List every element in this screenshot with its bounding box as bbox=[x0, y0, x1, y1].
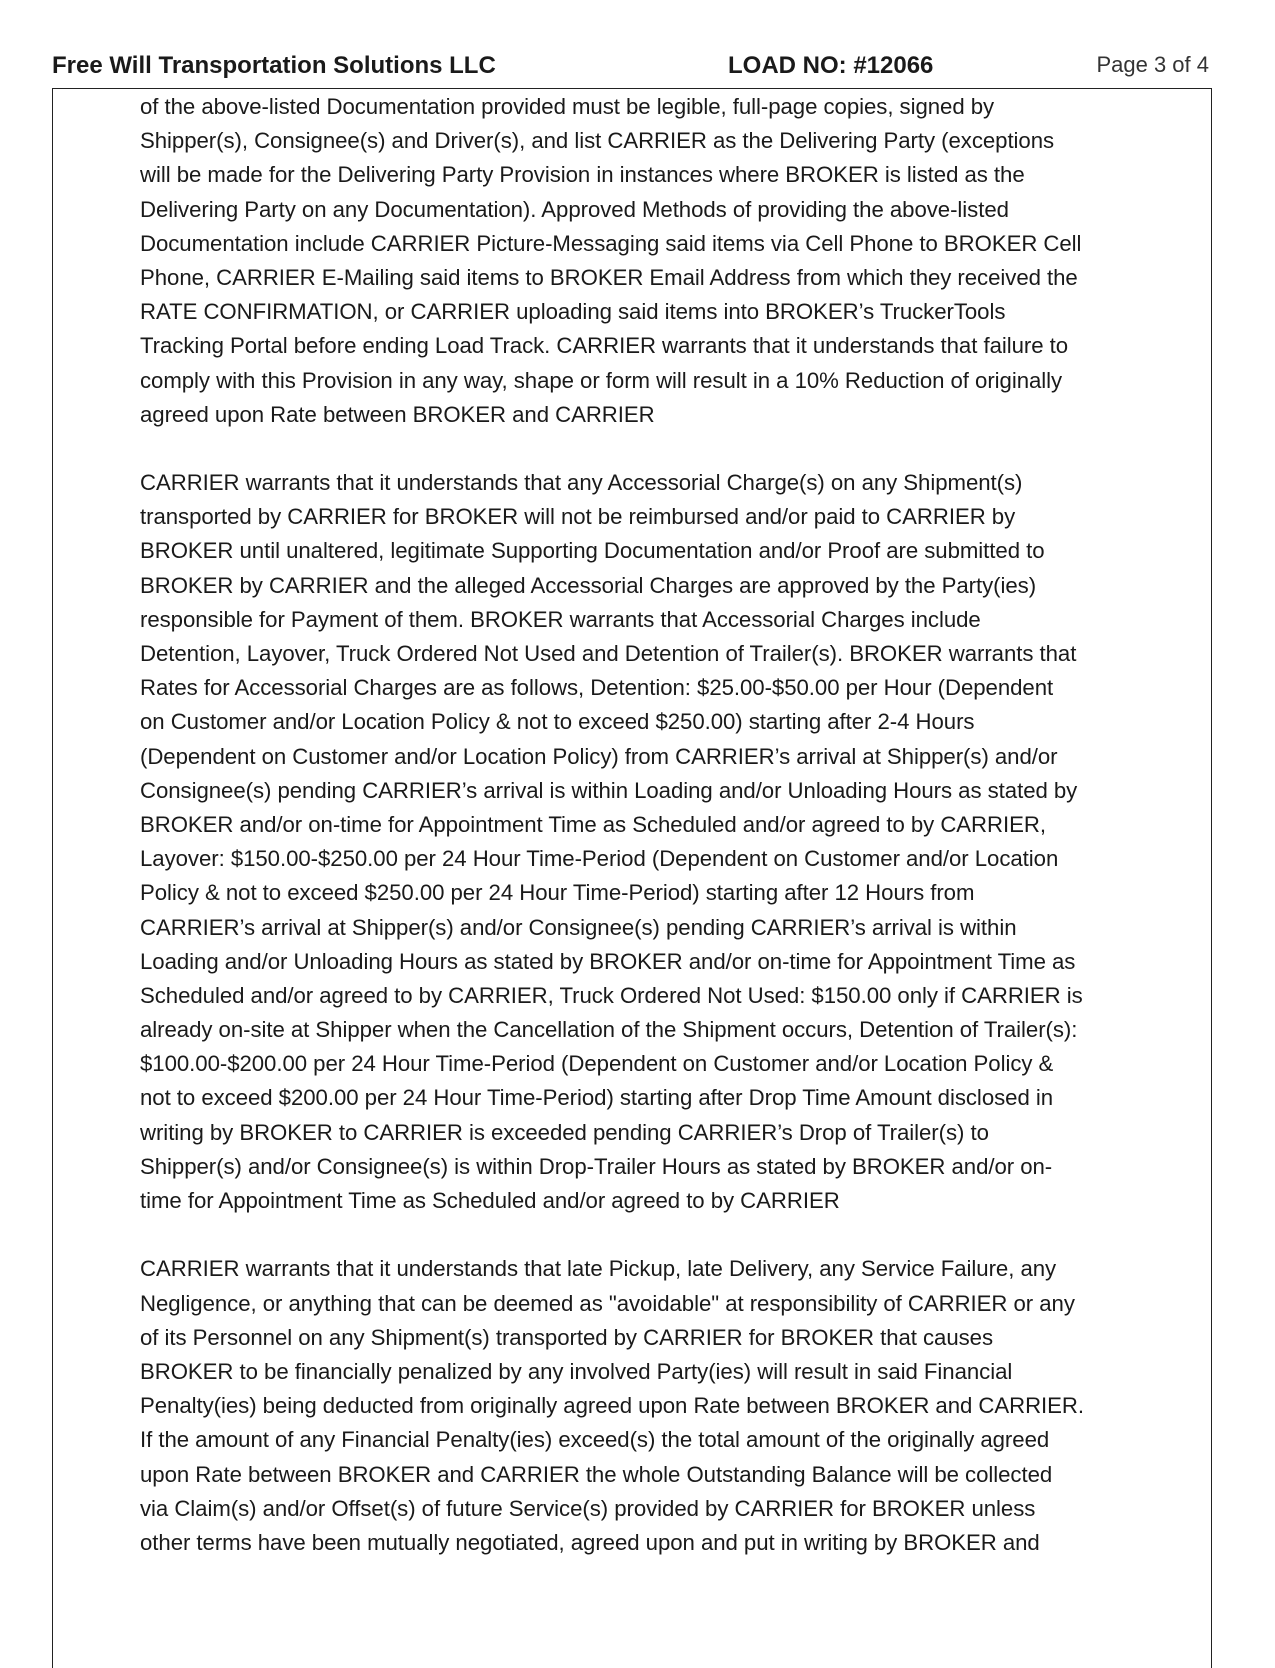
text-line: (Dependent on Customer and/or Location Policy) from CARRIER’s arrival at Shipper(s) and/or bbox=[140, 743, 1058, 769]
text-line: Rates for Accessorial Charges are as follows, Detention: $25.00-$50.00 per Hour (Dependent bbox=[140, 675, 1054, 701]
company-name: Free Will Transportation Solutions LLC bbox=[52, 52, 496, 79]
text-line: Documentation include CARRIER Picture-Messaging said items via Cell Phone to BROKER Cell bbox=[140, 230, 1082, 256]
text-line: agreed upon Rate between BROKER and CARRIER bbox=[140, 401, 655, 427]
text-line: time for Appointment Time as Scheduled and/or agreed to by CARRIER bbox=[140, 1188, 840, 1213]
paragraph bbox=[140, 1252, 1210, 1560]
text-line: CARRIER warrants that it understands that late Pickup, late Delivery, any Service Failure, any bbox=[140, 1256, 1057, 1282]
text-line: of the above-listed Documentation provided must be legible, full-page copies, signed by bbox=[140, 94, 995, 119]
text-line: comply with this Provision in any way, shape or form will result in a 10% Reduction of originally bbox=[140, 367, 1063, 393]
text-line: not to exceed $200.00 per 24 Hour Time-Period) starting after Drop Time Amount disclosed in bbox=[140, 1085, 1054, 1111]
text-line: Policy & not to exceed $250.00 per 24 Hour Time-Period) starting after 12 Hours from bbox=[140, 880, 975, 906]
text-line: Delivering Party on any Documentation). Approved Methods of providing the above-listed bbox=[140, 196, 1009, 222]
text-line: upon Rate between BROKER and CARRIER the whole Outstanding Balance will be collected bbox=[140, 1461, 1053, 1487]
text-line: CARRIER warrants that it understands that any Accessorial Charge(s) on any Shipment(s) bbox=[140, 470, 1023, 496]
text-line: of its Personnel on any Shipment(s) transported by CARRIER for BROKER that causes bbox=[140, 1324, 994, 1350]
text-line: Consignee(s) pending CARRIER’s arrival is within Loading and/or Unloading Hours as stated by bbox=[140, 777, 1078, 803]
load-number: LOAD NO: #12066 bbox=[728, 52, 934, 79]
text-line: Negligence, or anything that can be deemed as "avoidable" at responsibility of CARRIER or any bbox=[140, 1290, 1075, 1316]
text-line: via Claim(s) and/or Offset(s) of future Service(s) provided by CARRIER for BROKER unless bbox=[140, 1495, 1036, 1521]
paragraph-gap bbox=[140, 1218, 1210, 1252]
text-line: Shipper(s), Consignee(s) and Driver(s), and list CARRIER as the Delivering Party (exceptions bbox=[140, 128, 1055, 154]
text-line: Phone, CARRIER E-Mailing said items to BROKER Email Address from which they received the bbox=[140, 264, 1078, 290]
paragraph bbox=[140, 90, 1210, 432]
text-line: writing by BROKER to CARRIER is exceeded pending CARRIER’s Drop of Trailer(s) to bbox=[140, 1119, 989, 1145]
text-line: RATE CONFIRMATION, or CARRIER uploading said items into BROKER’s TruckerTools bbox=[140, 299, 1006, 325]
text-line: Shipper(s) and/or Consignee(s) is within Drop-Trailer Hours as stated by BROKER and/or on- bbox=[140, 1153, 1053, 1179]
text-line: BROKER until unaltered, legitimate Supporting Documentation and/or Proof are submitted to bbox=[140, 538, 1045, 564]
text-line: BROKER and/or on-time for Appointment Time as Scheduled and/or agreed to by CARRIER, bbox=[140, 811, 1046, 837]
text-line: Layover: $150.00-$250.00 per 24 Hour Time-Period (Dependent on Customer and/or Location bbox=[140, 846, 1059, 872]
document-body bbox=[140, 90, 1210, 1560]
text-line: If the amount of any Financial Penalty(ies) exceed(s) the total amount of the originally agreed bbox=[140, 1427, 1050, 1453]
text-line: Detention, Layover, Truck Ordered Not Used and Detention of Trailer(s). BROKER warrants that bbox=[140, 641, 1077, 666]
text-line: responsible for Payment of them. BROKER warrants that Accessorial Charges include bbox=[140, 606, 981, 632]
page-indicator: Page 3 of 4 bbox=[1096, 52, 1209, 77]
text-line: on Customer and/or Location Policy & not to exceed $250.00) starting after 2-4 Hours bbox=[140, 709, 975, 735]
text-line: will be made for the Delivering Party Provision in instances where BROKER is listed as the bbox=[140, 162, 1025, 188]
page-header bbox=[52, 52, 1212, 84]
text-line: other terms have been mutually negotiated, agreed upon and put in writing by BROKER and bbox=[140, 1529, 1040, 1555]
text-line: BROKER to be financially penalized by any involved Party(ies) will result in said Financial bbox=[140, 1358, 1013, 1384]
text-line: transported by CARRIER for BROKER will not be reimbursed and/or paid to CARRIER by bbox=[140, 504, 1016, 530]
text-line: Penalty(ies) being deducted from originally agreed upon Rate between BROKER and CARRIER. bbox=[140, 1393, 1085, 1419]
text-line: CARRIER’s arrival at Shipper(s) and/or Consignee(s) pending CARRIER’s arrival is within bbox=[140, 914, 1017, 940]
paragraph bbox=[140, 466, 1210, 1218]
text-line: Loading and/or Unloading Hours as stated by BROKER and/or on-time for Appointment Time as bbox=[140, 948, 1076, 974]
text-line: BROKER by CARRIER and the alleged Accessorial Charges are approved by the Party(ies) bbox=[140, 572, 1037, 598]
text-line: Tracking Portal before ending Load Track. CARRIER warrants that it understands that failure to bbox=[140, 333, 1069, 359]
paragraph-gap bbox=[140, 432, 1210, 466]
text-line: already on-site at Shipper when the Cancellation of the Shipment occurs, Detention of Trailer(s): bbox=[140, 1017, 1078, 1043]
text-line: $100.00-$200.00 per 24 Hour Time-Period (Dependent on Customer and/or Location Policy & bbox=[140, 1051, 1054, 1077]
text-line: Scheduled and/or agreed to by CARRIER, Truck Ordered Not Used: $150.00 only if CARRIER is bbox=[140, 982, 1083, 1008]
